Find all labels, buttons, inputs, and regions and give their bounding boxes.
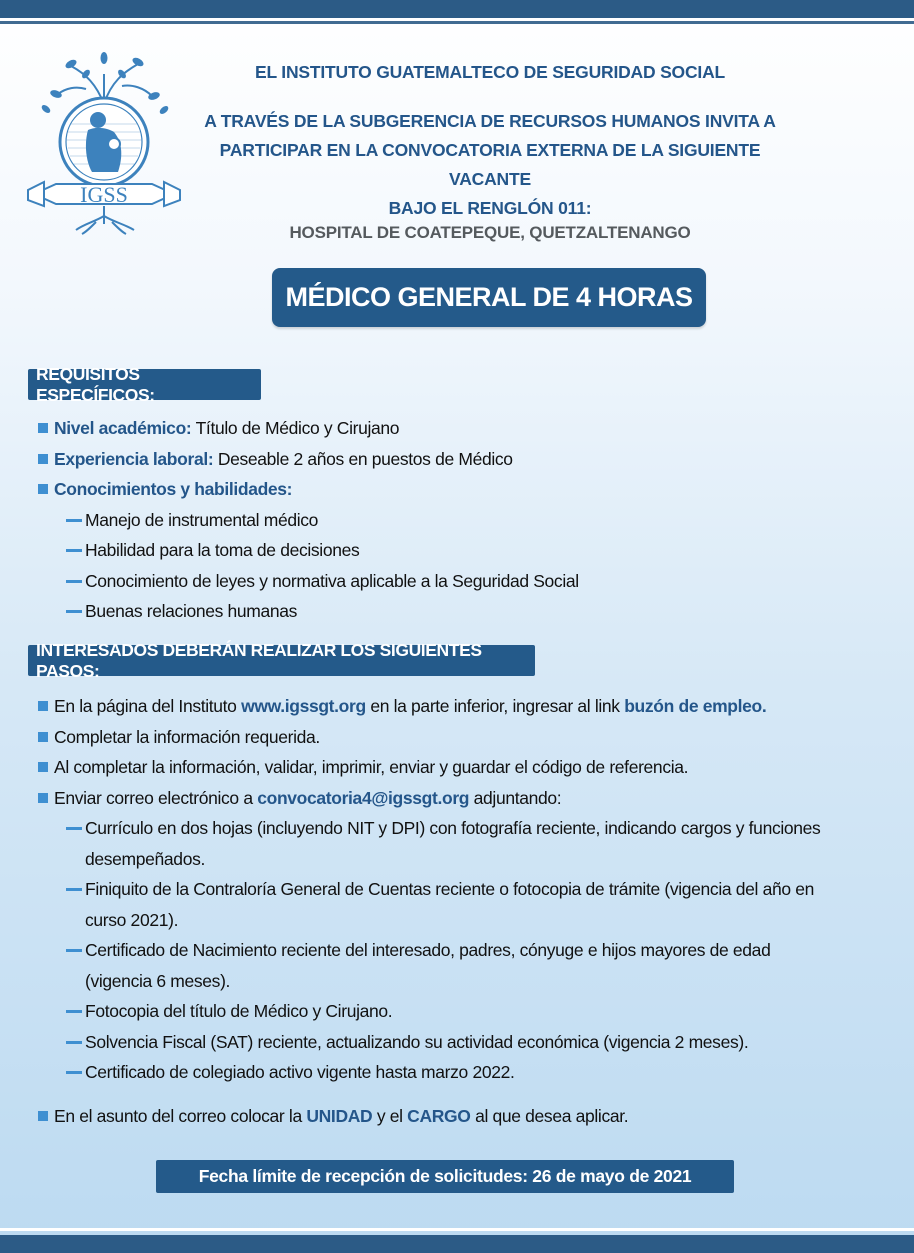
list-item xyxy=(38,413,888,444)
bullet-square-icon xyxy=(38,793,48,803)
sub-item-text: Buenas relaciones humanas xyxy=(85,601,298,621)
step-text: en la parte inferior, ingresar al link xyxy=(365,696,625,716)
item-label: Nivel académico: xyxy=(54,418,192,438)
step-text: Al completar la información, validar, imprimir, enviar y guardar el código de referencia. xyxy=(54,757,689,777)
sub-item xyxy=(38,874,888,905)
bottom-banner-bar xyxy=(0,1235,914,1253)
bullet-square-icon xyxy=(38,484,48,494)
job-mailbox-link[interactable]: buzón de empleo. xyxy=(624,696,767,716)
sub-item-continuation xyxy=(38,905,888,936)
sub-item-text: Habilidad para la toma de decisiones xyxy=(85,540,360,560)
sub-item xyxy=(38,505,888,536)
sub-item xyxy=(38,1057,888,1088)
sub-item xyxy=(38,535,888,566)
location-label: HOSPITAL DE COATEPEQUE, QUETZALTENANGO xyxy=(289,223,691,242)
logo-text: IGSS xyxy=(80,182,128,207)
bullet-dash-icon xyxy=(66,580,82,583)
item-label: Experiencia laboral: xyxy=(54,448,214,469)
bullet-dash-icon xyxy=(66,888,82,891)
bullet-dash-icon xyxy=(66,610,82,613)
sub-item-text: (vigencia 6 meses). xyxy=(85,970,231,991)
sub-item xyxy=(38,935,888,966)
invitation-line: PARTICIPAR EN LA CONVOCATORIA EXTERNA DE LA SIGUIENTE VACANTE xyxy=(219,140,761,189)
sub-item-text: Conocimiento de leyes y normativa aplicable a la Seguridad Social xyxy=(85,570,579,591)
bullet-dash-icon xyxy=(66,1071,82,1074)
top-divider xyxy=(0,21,914,24)
sub-item xyxy=(38,596,888,627)
step-text: Enviar correo electrónico a xyxy=(54,787,258,808)
institution-name: EL INSTITUTO GUATEMALTECO DE SEGURIDAD SOCIAL xyxy=(255,62,725,82)
email-link[interactable]: convocatoria4@igssgt.org xyxy=(257,787,470,808)
list-item xyxy=(38,474,888,505)
requirements-heading: REQUISITOS ESPECÍFICOS: xyxy=(28,369,261,400)
step-text: y el xyxy=(372,1106,408,1126)
sub-item-text: Fotocopia del título de Médico y Cirujano. xyxy=(85,1001,393,1021)
steps-heading: INTERESADOS DEBERÁN REALIZAR LOS SIGUIENTES PASOS: xyxy=(28,645,535,676)
sub-item xyxy=(38,996,888,1027)
bullet-square-icon xyxy=(38,701,48,711)
list-item xyxy=(38,722,888,753)
item-label: Conocimientos y habilidades: xyxy=(54,479,293,499)
sub-item xyxy=(38,813,888,844)
sub-item-text: Finiquito de la Contraloría General de Cuentas reciente o fotocopia de trámite (vigencia del año en xyxy=(85,879,815,899)
unit-keyword: UNIDAD xyxy=(306,1106,373,1126)
step-text: En el asunto del correo colocar la xyxy=(54,1106,307,1126)
sub-item-continuation xyxy=(38,966,888,997)
igss-logo-emblem xyxy=(26,44,182,236)
bullet-dash-icon xyxy=(66,1041,82,1044)
step-text: Completar la información requerida. xyxy=(54,726,320,747)
position-title: MÉDICO GENERAL DE 4 HORAS xyxy=(272,268,706,327)
steps-list xyxy=(38,691,888,1088)
bottom-divider xyxy=(0,1228,914,1231)
bullet-dash-icon xyxy=(66,949,82,952)
sub-item xyxy=(38,1027,888,1058)
item-value: Deseable 2 años en puestos de Médico xyxy=(213,448,513,469)
bullet-dash-icon xyxy=(66,549,82,552)
item-value: Título de Médico y Cirujano xyxy=(191,418,400,438)
list-item xyxy=(38,691,888,722)
sub-item-text: desempeñados. xyxy=(85,848,205,869)
sub-item-text: Certificado de Nacimiento reciente del interesado, padres, cónyuge e hijos mayores de edad xyxy=(85,940,771,960)
sub-item-text: Manejo de instrumental médico xyxy=(85,509,319,530)
sub-item-text: Certificado de colegiado activo vigente hasta marzo 2022. xyxy=(85,1062,515,1082)
sub-item-text: curso 2021). xyxy=(85,909,179,930)
sub-item-text: Currículo en dos hojas (incluyendo NIT y DPI) con fotografía reciente, indicando cargos y funciones xyxy=(85,818,821,838)
sub-item-continuation xyxy=(38,844,888,875)
step-text: adjuntando: xyxy=(469,787,562,808)
bullet-dash-icon xyxy=(66,1010,82,1013)
invitation-text xyxy=(190,107,790,223)
website-link[interactable]: www.igssgt.org xyxy=(241,696,366,716)
list-item xyxy=(38,752,888,783)
igss-logo xyxy=(26,44,182,236)
invitation-line: A TRAVÉS DE LA SUBGERENCIA DE RECURSOS HUMANOS INVITA A xyxy=(204,111,776,131)
requirements-list xyxy=(38,413,888,627)
bullet-square-icon xyxy=(38,1111,48,1121)
final-instruction xyxy=(38,1101,628,1132)
sub-item-text: Solvencia Fiscal (SAT) reciente, actualizando su actividad económica (vigencia 2 meses). xyxy=(85,1031,749,1052)
invitation-line: BAJO EL RENGLÓN 011: xyxy=(388,198,592,218)
step-text: En la página del Instituto xyxy=(54,696,242,716)
bullet-square-icon xyxy=(38,732,48,742)
bullet-square-icon xyxy=(38,762,48,772)
list-item xyxy=(38,783,888,814)
bullet-square-icon xyxy=(38,423,48,433)
step-text: al que desea aplicar. xyxy=(470,1106,629,1126)
list-item xyxy=(38,444,888,475)
top-banner-bar xyxy=(0,0,914,18)
bullet-dash-icon xyxy=(66,519,82,522)
bullet-square-icon xyxy=(38,454,48,464)
position-keyword: CARGO xyxy=(407,1106,471,1126)
deadline-banner: Fecha límite de recepción de solicitudes: 26 de mayo de 2021 xyxy=(156,1160,734,1193)
sub-item xyxy=(38,566,888,597)
bullet-dash-icon xyxy=(66,827,82,830)
